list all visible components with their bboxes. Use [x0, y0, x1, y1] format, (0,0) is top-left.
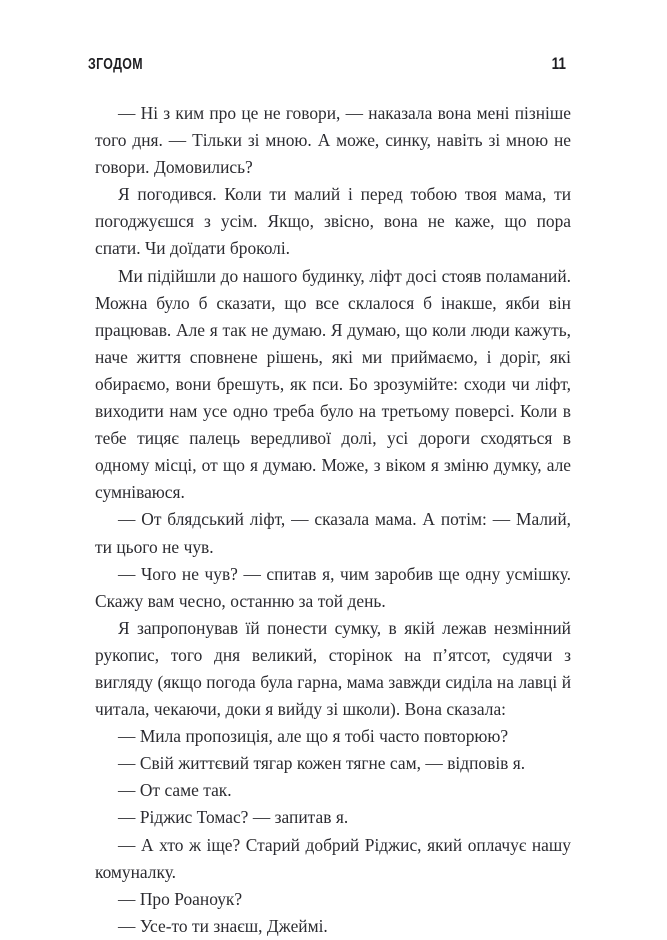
paragraph: Ми підійшли до нашого будинку, ліфт досі стояв поламаний. Можна було б сказати, що все склалося б інакше, якби він працював. Але я так не думаю. Я думаю, що коли люди кажуть, наче життя сповнене рішень, які ми приймаємо, і доріг, які обираємо, вони брешуть, як пси. Бо зрозумійте: сходи чи ліфт, виходити нам усе одно треба було на третьому поверсі. Коли в тебе тицяє палець вередливої долі, усі дороги сходяться в одному місці, от що я думаю. Може, з віком я зміню думку, але сумніваюся.: [95, 265, 571, 503]
paragraph: — Усе-то ти знаєш, Джеймі.: [118, 915, 328, 936]
paragraph: — Ні з ким про це не говори, — наказала вона мені пізніше того дня. — Тільки зі мною. А може, синку, навіть зі мною не говори. Домовились?: [95, 103, 571, 178]
page-number: 11: [551, 54, 566, 73]
body-text-block: [95, 100, 571, 940]
paragraph: — От блядський ліфт, — сказала мама. А потім: — Малий, ти цього не чув.: [95, 509, 571, 557]
paragraph: Я запропонував їй понести сумку, в якій лежав незмінний рукопис, того дня великий, сторінок на п’ятсот, судячи з вигляду (якщо погода була гарна, мама завжди сиділа на лавці й читала, чекаючи, доки я вийду зі школи). Вона сказала:: [95, 617, 571, 720]
paragraph: — Мила пропозиція, але що я тобі часто повторюю?: [118, 726, 509, 747]
paragraph: — От саме так.: [118, 780, 232, 801]
paragraph: — Свій життєвий тягар кожен тягне сам, — відповів я.: [118, 753, 526, 774]
paragraph: — Чого не чув? — спитав я, чим заробив ще одну усмішку. Скажу вам чесно, останню за той день.: [95, 563, 571, 611]
running-head: [88, 54, 566, 78]
paragraph: — Ріджис Томас? — запитав я.: [118, 807, 349, 828]
paragraph: — Про Роаноук?: [118, 888, 243, 909]
running-head-title: ЗГОДОМ: [88, 56, 143, 73]
paragraph: — А хто ж іще? Старий добрий Ріджис, який оплачує нашу комуналку.: [95, 834, 571, 882]
paragraph: Я погодився. Коли ти малий і перед тобою твоя мама, ти погоджуєшся з усім. Якщо, звісно, вона не каже, що пора спати. Чи доїдати броколі.: [95, 184, 571, 259]
